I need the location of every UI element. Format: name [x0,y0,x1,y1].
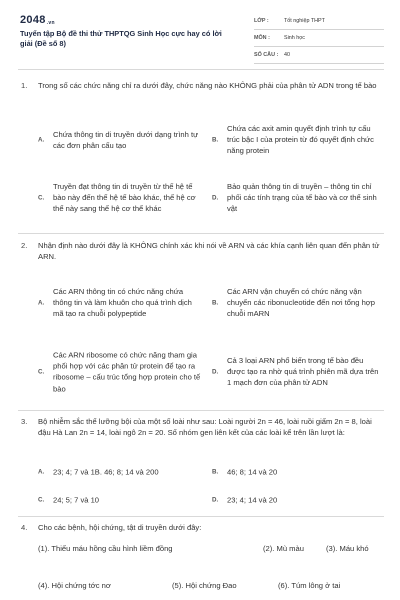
option-label: D. [212,496,219,504]
option-label: D. [212,368,219,376]
question-text: Nhận định nào dưới đây là KHÔNG chính xác khi nói về ARN và các khía cạnh liên quan đến phân tử ARN. [38,241,380,262]
option-text: Các ARN ribosome có chức năng tham gia phối hợp với các phân tử protein để tạo ra ribosome – cấu trúc tổng hợp protein cho tế bào [53,350,201,394]
option-text: Cả 3 loại ARN phổ biến trong tế bào đều được tạo ra nhờ quá trình phiên mã dựa trên 1 mạch đơn của phân tử ADN [227,356,379,388]
meta-row-question-count [254,48,384,64]
question-text: Bộ nhiễm sắc thể lưỡng bội của một số loài như sau: Loài người 2n = 46, loài ruồi giấm 2n = 8, loài đậu Hà Lan 2n = 14, loài ngô 2n = 20. Số nhóm gen liên kết của các loài kể trên lần lượt là: [38,417,372,438]
meta-row-subject [254,31,384,47]
condition-item: (6). Túm lông ở tai [278,581,341,590]
option-label: C. [38,368,45,376]
option-text: Chứa các axit amin quyết định trình tự cấu trúc bậc I của protein từ đó quyết định chức năng protein [227,124,374,156]
option-label: C. [38,194,45,202]
option-1d[interactable] [212,172,384,224]
meta-key: LỚP : [254,18,269,24]
option-3b[interactable] [212,465,384,479]
option-2c[interactable] [38,345,208,399]
option-2a[interactable] [38,276,208,330]
logo-suffix: .vn [46,20,55,26]
question-divider [18,516,384,517]
option-label: B. [212,299,219,307]
option-label: B. [212,468,219,476]
option-text: Chứa thông tin di truyền dưới dạng trình tự các đơn phân cấu tạo [53,129,199,150]
option-text: Truyền đạt thông tin di truyền từ thế hệ tế bào này đến thế hệ tế bào khác, thế hệ cơ thể này sang thế hệ cơ thể khác [53,182,196,214]
condition-item: (2). Mù màu [263,544,304,553]
question-number: 3. [21,417,28,426]
option-text: 46; 8; 14 và 20 [227,467,278,477]
question-text: Trong số các chức năng chỉ ra dưới đây, chức năng nào KHÔNG phải của phân tử ADN trong tế bào [38,81,377,90]
meta-key: SỐ CÂU : [254,52,279,58]
question-number: 1. [21,81,28,90]
option-label: A. [38,299,45,307]
document-title: Tuyển tập Bộ đề thi thử THPTQG Sinh Học cực hay có lời giải (Đề số 8) [20,29,222,48]
option-1c[interactable] [38,172,208,224]
option-text: 24; 5; 7 và 10 [53,495,100,505]
option-label: A. [38,468,45,476]
header [0,0,400,64]
meta-value: 40 [284,52,290,58]
option-3d[interactable] [212,493,384,507]
option-3a[interactable] [38,465,208,479]
site-logo[interactable] [20,14,55,26]
option-text: Các ARN thông tin có chức năng chứa thông tin và làm khuôn cho quá trình dịch mã tạo ra chuỗi polypeptide [53,287,192,319]
meta-row-grade [254,14,384,30]
meta-value: Sinh học [284,35,305,41]
question-text: Cho các bệnh, hội chứng, tật di truyền dưới đây: [38,523,202,532]
option-2d[interactable] [212,345,384,399]
header-divider [18,69,384,70]
option-1b[interactable] [212,118,384,162]
condition-item: (3). Máu khó [326,544,369,553]
option-label: D. [212,194,219,202]
condition-item: (4). Hội chứng tớc nơ [38,581,111,590]
option-text: Bảo quản thông tin di truyền – thông tin chỉ phối các tính trạng của tế bào và cơ thể sinh vật [227,182,377,214]
option-1a[interactable] [38,118,208,162]
logo-text: 2048 [20,14,46,26]
meta-value: Tốt nghiệp THPT [284,18,325,24]
option-2b[interactable] [212,276,384,330]
meta-key: MÔN : [254,35,270,41]
question-divider [18,233,384,234]
question-number: 4. [21,523,28,532]
condition-item: (5). Hội chứng Đao [172,581,237,590]
option-text: 23; 4; 14 và 20 [227,495,278,505]
question-divider [18,410,384,411]
option-label: B. [212,136,219,144]
option-label: A. [38,136,45,144]
question-number: 2. [21,241,28,250]
condition-item: (1). Thiếu máu hồng cầu hình liềm đồng [38,544,173,553]
option-text: 23; 4; 7 và 1B. 46; 8; 14 và 200 [53,467,159,477]
option-label: C. [38,496,45,504]
option-text: Các ARN vận chuyển có chức năng vận chuyển các ribonucleotide đến nơi tổng hợp chuỗi mARN [227,287,376,319]
exam-meta [254,14,384,65]
option-3c[interactable] [38,493,208,507]
